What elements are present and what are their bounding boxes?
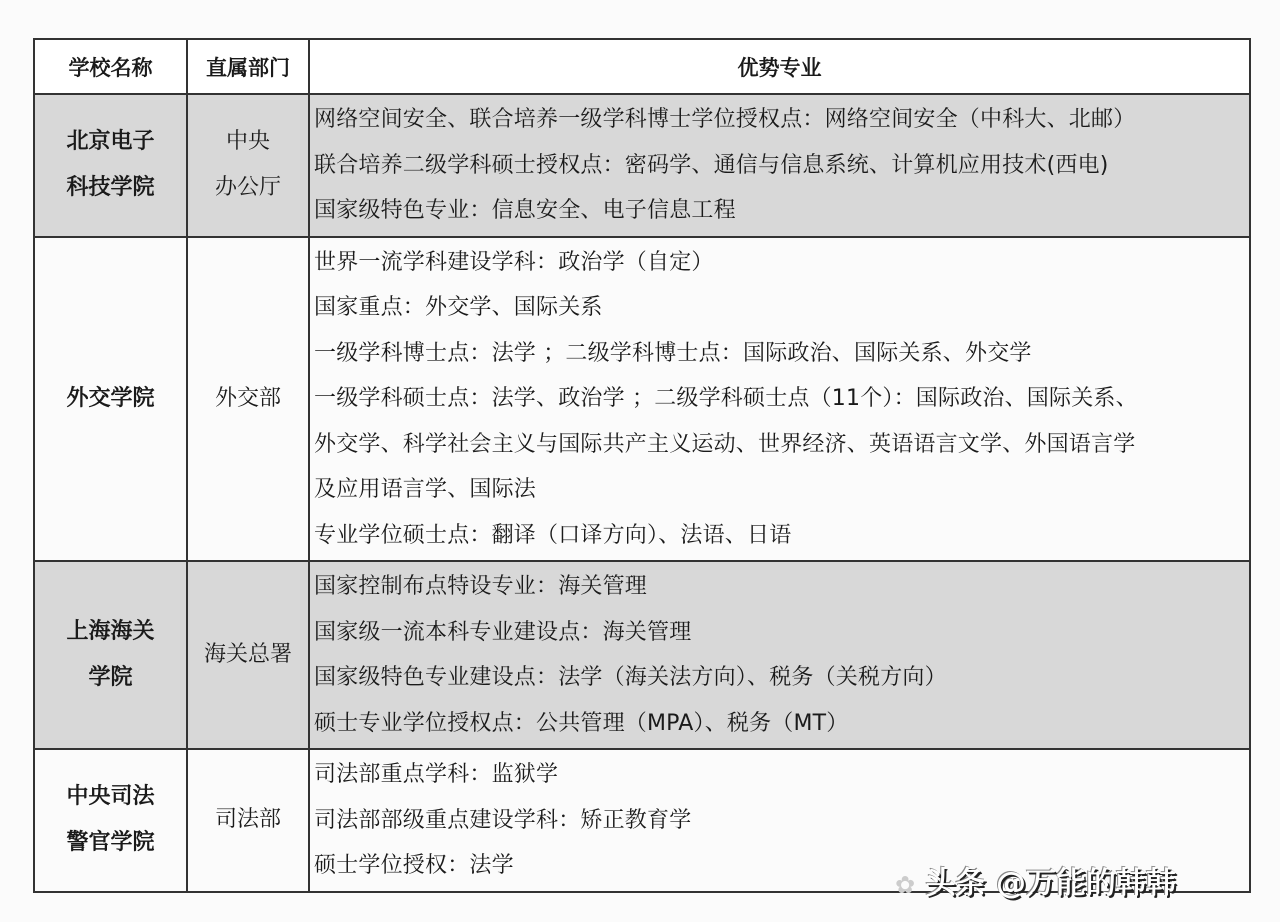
major-line: 硕士专业学位授权点：公共管理（MPA）、税务（MT） — [314, 710, 849, 736]
school-name-line: 北京电子 — [66, 129, 155, 155]
majors — [309, 561, 1250, 749]
majors — [309, 237, 1250, 562]
department-line: 海关总署 — [203, 642, 292, 667]
major-line: 国家级特色专业：信息安全、电子信息工程 — [314, 198, 736, 223]
paw-icon: ✿ — [895, 871, 916, 899]
school-name — [34, 561, 187, 749]
department-line: 办公厅 — [214, 175, 281, 201]
school-name — [34, 237, 187, 562]
school-name-line: 中央司法 — [66, 784, 155, 810]
watermark-text: 头条 @万能的韩韩 — [925, 866, 1177, 901]
major-line: 联合培养二级学科硕士授权点：密码学、通信与信息系统、计算机应用技术(西电) — [314, 152, 1109, 178]
major-line: 专业学位硕士点：翻译（口译方向）、法语、日语 — [314, 522, 792, 548]
major-line: 国家级特色专业建设点：法学（海关法方向）、税务（关税方向） — [314, 665, 947, 690]
major-line: 国家重点：外交学、国际关系 — [314, 295, 603, 320]
department — [187, 561, 309, 749]
table-row — [34, 94, 1250, 237]
major-line: 外交学、科学社会主义与国际共产主义运动、世界经济、英语语言文学、外国语言学 — [314, 431, 1136, 457]
header-school: 学校名称 — [34, 39, 187, 94]
major-line: 国家控制布点特设专业：海关管理 — [314, 574, 648, 599]
school-name — [34, 749, 187, 892]
major-line: 世界一流学科建设学科：政治学（自定） — [314, 249, 714, 275]
school-name-line: 警官学院 — [66, 830, 155, 856]
school-name-line: 外交学院 — [66, 385, 155, 411]
major-line: 硕士学位授权：法学 — [314, 853, 514, 878]
major-line: 及应用语言学、国际法 — [314, 477, 537, 502]
major-line: 网络空间安全、联合培养一级学科博士学位授权点：网络空间安全（中科大、北邮） — [314, 107, 1136, 132]
major-line: 司法部部级重点建设学科：矫正教育学 — [314, 807, 692, 833]
major-line: 司法部重点学科：监狱学 — [314, 762, 559, 787]
department-line: 司法部 — [214, 807, 281, 833]
school-name-line: 科技学院 — [66, 175, 155, 201]
header-row — [34, 39, 1250, 94]
table-row — [34, 237, 1250, 562]
department-line: 外交部 — [214, 385, 281, 411]
major-line: 一级学科博士点：法学 ；二级学科博士点：国际政治、国际关系、外交学 — [314, 340, 1032, 366]
watermark — [895, 858, 1176, 902]
department-line: 中央 — [225, 129, 270, 155]
department — [187, 749, 309, 892]
header-majors: 优势专业 — [309, 39, 1250, 94]
table-row — [34, 561, 1250, 749]
majors — [309, 94, 1250, 237]
department — [187, 237, 309, 562]
header-dept: 直属部门 — [187, 39, 309, 94]
major-line: 国家级一流本科专业建设点：海关管理 — [314, 619, 692, 645]
department — [187, 94, 309, 237]
school-name-line: 上海海关 — [66, 619, 155, 644]
school-name — [34, 94, 187, 237]
school-name-line: 学院 — [88, 665, 133, 690]
schools-table — [33, 38, 1251, 893]
major-line: 一级学科硕士点：法学、政治学 ；二级学科硕士点（11个）：国际政治、国际关系、 — [314, 386, 1138, 411]
